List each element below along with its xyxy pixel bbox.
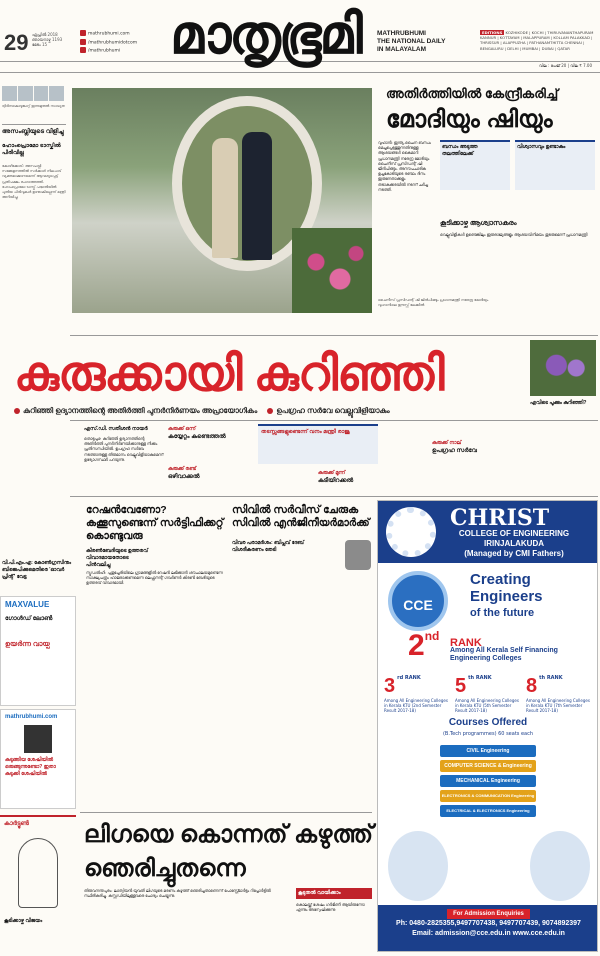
course-item: CIVIL Engineering (440, 745, 536, 757)
brief-headline: വി.പി.എം.എ: കോൺഗ്രസിനും ബിജെപിക്കുമെതിരെ 'ഓവർ പ്രിന്റ്' വേട്ട (2, 560, 72, 580)
qr-code-icon (24, 725, 52, 753)
campus-illustration (388, 831, 448, 901)
civil-subhead: വിവര പരാമർശം: ബിപ്ലവ് ദേബ് വിശദീകരണം തേടി (232, 540, 304, 553)
divider (70, 335, 598, 336)
ration-headline: റേഷൻവേണോ? കക്കൂസുണ്ടെന്ന് സർട്ടിഫിക്കറ്റ് കൊണ്ടുവരു (86, 504, 224, 542)
lead-photo (72, 88, 372, 313)
kurukk-headline: ഉപഗ്രഹ സർവേ (432, 448, 477, 454)
photo-caption: ചൈനീസ് പ്രസിഡന്റ് ഷി ജിൻപിങ്ങും പ്രധാനമന്ത്രി നരേന്ദ്ര മോദിയും വുഹാനിലെ ഈസ്റ്റ് ലേക്കിൽ (378, 298, 489, 308)
facebook-icon (80, 39, 86, 45)
kurukk-label: കുരുക്ക് ഒന്ന് (168, 426, 196, 432)
rank-text: RANK Among All Kerala Self Financing Engineering Colleges (450, 637, 558, 662)
civil-service-headline: സിവിൽ സർവീസ് ചേരുക സിവിൽ എൻജിനീയർമാർക്ക് (232, 504, 370, 529)
brief-body: കോഴിക്കോട്: അസംബ്ലി സമ്മേളനത്തിൽ സർക്കാർ നിലപാട് വ്യക്തമാക്കണമെന്ന് ആവശ്യപ്പെട്ട് പ്രതിപക്ഷം രംഗത്തെത്തി. ഹോംപ്രൊമോ ടാസ്ക് പദ്ധതിയിൽ പുതിയ പിരിവുകൾ ഉണ്ടാകില്ലെന്ന് മന്ത്രി അറിയിച്ചു. (2, 164, 66, 200)
campus-illustration (530, 831, 590, 901)
brief-subhead: ഹോംപ്രൊമോ ടാസ്കിൽ പിരിവില്ല (2, 143, 61, 156)
rank-item: 3 rd RANK Among All Engineering Colleges in Kerala KTU (2nd Semester Result 2017-18) (384, 675, 448, 713)
editions-tag: EDITIONS (482, 30, 503, 35)
divider (80, 812, 372, 813)
kurinji-body: തൊടുപുഴ: കുറിഞ്ഞി ഉദ്യാനത്തിന്റെ അതിർത്തി പുനർനിർണയിക്കാനുള്ള നീക്കം പ്രതിസന്ധിയിൽ. ഉപഗ്രഹ സർവേ നടത്താനുള്ള തീരുമാനം വെല്ലുവിളിയാകുമെന്ന് ഉദ്യോഗസ്ഥർ പറയുന്നു. (84, 436, 164, 462)
kurinji-subline: കുറിഞ്ഞി ഉദ്യാനത്തിന്റെ അതിർത്തി പുനർനിർണയം അപ്രായോഗികം ഉപഗ്രഹ സർവേ വെല്ലുവിളിയാകും (14, 406, 390, 416)
side-box: വിശ്വാസവും ഉണ്ടാകും (515, 140, 595, 190)
course-item: MECHANICAL Engineering (440, 775, 536, 787)
gear-logo-icon (386, 507, 436, 557)
admission-enquiry: For Admission Enquiries Ph: 0480-2825355,9497707438, 9497707439, 9074892397 Email: admission@cce.edu.in www.cce.edu.in (378, 905, 598, 952)
person-figure (242, 132, 272, 260)
kurinji-photo-caption: എവിടെ പൂക്കും കുറിഞ്ഞി? (530, 400, 587, 406)
kurinji-photo (530, 340, 596, 396)
portrait-photo (345, 540, 371, 570)
course-item: ELECTRICAL & ELECTRONICS Engineering (440, 805, 536, 817)
flower-bed (292, 228, 372, 313)
kurukk-headline: ഒഴിവാക്കൽ (168, 474, 200, 480)
lead-body: വുഹാൻ: ഇന്ത്യ-ചൈന ബന്ധം മെച്ചപ്പെടുത്തുന്നതിനുള്ള ആശയങ്ങൾ കൈമാറി പ്രധാനമന്ത്രി നരേന്ദ്ര മോദിയും ചൈനീസ് പ്രസിഡന്റ് ഷി ജിൻപിങ്ങും. അനൗപചാരിക ഉച്ചകോടിയുടെ രണ്ടാം ദിനം ഇരുനേതാക്കളും തടാകക്കരയിൽ നടന്ന് ചർച്ച നടത്തി. (378, 140, 431, 192)
quote-box: തടസ്സങ്ങളുണ്ടെന്ന് വനം മന്ത്രി രാജു (258, 424, 378, 464)
courses-subtitle: (B.Tech programmes) 60 seats each (442, 731, 534, 737)
date-number: 29 (4, 30, 29, 55)
globe-icon (80, 30, 86, 36)
lead-headline: മോദിയും ഷിയും (386, 106, 553, 133)
twitter-icon (80, 47, 86, 53)
maxvalue-ad[interactable]: MAXVALUE ഗോൾഡ് ലോൺ ഉയർന്ന വായ്പ (0, 596, 76, 706)
facebook-link[interactable]: /mathrubhumidotcom (80, 39, 137, 48)
courses-title: Courses Offered (448, 717, 528, 728)
kurukk-headline: കയ്യേറ്റം കണ്ടെത്തൽ (168, 434, 226, 440)
college-subtitle: COLLEGE OF ENGINEERING IRINJALAKUDA (Managed by CMI Fathers) (458, 529, 570, 558)
cartoon-figure (18, 838, 58, 908)
college-name: CHRIST (450, 505, 550, 531)
date-meta: ഏപ്രിൽ 2018 ഞായറാഴ്ച 1193 മേടം 15 (32, 32, 63, 47)
kurinji-byline: എസ്.ഡി. സതീശൻ നായർ (84, 426, 148, 432)
price-strip: വില : പേജ് 20 | വില ₹ 7.00 (538, 63, 592, 68)
bullet-icon (14, 408, 20, 414)
weather-text: ദ്വിദിനകൊടുങ്കാറ്റ് ഇന്നുമുതൽ സാധ്യത (2, 104, 65, 108)
bullet-icon (267, 408, 273, 414)
newspaper-logo: മാതൃഭൂമി (170, 2, 361, 66)
read-more-label[interactable]: കൂടുതൽ വായിക്കാം (296, 888, 372, 899)
liga-headline: ലിഗയെ കൊന്നത് കഴുത്ത് ഞെരിച്ചുതന്നെ (84, 821, 374, 882)
course-item: ELECTRONICS & COMMUNICATION Engineering (440, 790, 536, 802)
side-body: വെല്ലുവിളികൾ ഉണ്ടെങ്കിലും ഇരുരാജ്യങ്ങളും ആശയവിനിമയം തുടരുമെന്ന് പ്രധാനമന്ത്രി (440, 232, 588, 237)
divider (2, 124, 66, 125)
cartoon-box: കാർട്ടൂൺ കൂടിക്കാഴ്ച വിജയം (0, 815, 76, 956)
weather-strip (2, 86, 64, 101)
liga-side-text: കൊലയ്ക്ക് ശേഷം ഗർഭിണി ആയിരുന്നോ എന്നും അന്വേഷിക്കുന്നു (296, 902, 365, 913)
christ-college-ad[interactable] (377, 500, 598, 952)
rank-number: 2nd (408, 629, 440, 662)
ad-slogan: Creating Engineers of the future (470, 571, 543, 619)
side-box: ബന്ധം അടുത്ത തലത്തിലേക്ക് (440, 140, 510, 190)
kurukk-label: കുരുക്ക് മൂന്ന് (318, 470, 346, 476)
kurukk-label: കുരുക്ക് രണ്ട് (168, 466, 197, 472)
social-links (80, 30, 137, 56)
ration-subhead: കിരൺബേദിയുടെ ഉത്തരവ് വിവാദമായതോടെ പിൻവലിച്ചു (86, 548, 148, 568)
tagline: MATHRUBHUMI THE NATIONAL DAILY IN MALAYALAM (377, 30, 446, 53)
kurukk-label: കുരുക്ക് നാല് (432, 440, 462, 446)
mathrubhumi-ad[interactable]: mathrubhumi.com കുടുങ്ങിയ ശേഷിയിൽ ഒരുങ്ങുന്നുണ്ടോ? ഇതാ കുടുക്കി ശേഷിയിൽ (0, 709, 76, 809)
editions-list: EDITIONS KOZHIKODE | KOCHI | THIRUVANANTHAPURAM KANNUR | KOTTAYAM | MALAPPURAM | KOLLAM PALAKKAD | THRISSUR | ALAPPUZHA | PATHANAMTHITTA CHENNAI | BENGALURU | DELHI | MUMBAI | DUBAI | QATAR (480, 30, 594, 51)
rank-item: 8 th RANK Among All Engineering Colleges in Kerala KTU (7th Semester Result 2017-18) (526, 675, 590, 713)
divider (0, 72, 600, 73)
website-link[interactable]: mathrubhumi.com (80, 30, 137, 39)
lead-kicker: അതിർത്തിയിൽ കേന്ദ്രീകരിച്ച് (386, 86, 559, 101)
person-figure (212, 138, 238, 258)
kurukk-headline: കുടിയിറക്കൽ (318, 478, 354, 484)
twitter-link[interactable]: /mathrubhumi (80, 47, 137, 56)
cce-badge: CCE (388, 571, 448, 631)
course-item: COMPUTER SCIENCE & Engineering (440, 760, 536, 772)
kurinji-headline: കുരുക്കായി കുറിഞ്ഞി (14, 348, 444, 401)
divider (70, 496, 598, 497)
rank-item: 5 th RANK Among All Engineering Colleges in Kerala KTU (5th Semester Result 2017-18) (455, 675, 519, 713)
divider (70, 420, 598, 421)
liga-body: തിരുവനന്തപുരം: ലാത്വിയൻ യുവതി ലിഗയുടെ മരണം കഴുത്ത് ഞെരിച്ചതാണെന്ന് പോസ്റ്റ്മോർട്ടം റിപ്പോർട്ടിൽ സ്ഥിരീകരിച്ചു. കസ്റ്റഡിയിലുള്ളവരെ ചോദ്യം ചെയ്യുന്നു. (84, 888, 271, 899)
ration-body: ന്യൂഡൽഹി: പുതുച്ചേരിയിലെ ഗ്രാമങ്ങളിൽ റേഷൻ ലഭിക്കാൻ ശൗചാലയമുണ്ടെന്ന സാക്ഷ്യപത്രം ഹാജരാക്കണമെന്ന ലെഫ്റ്റനന്റ് ഗവർണർ കിരൺ ബേദിയുടെ ഉത്തരവ് വിവാദമായി. (86, 570, 223, 586)
rank-row (384, 675, 594, 713)
brief-headline: അസംബ്ലിയുടെ വിളിച്ചു (2, 128, 64, 135)
side-headline: കൂടിക്കാഴ്ച ആശ്വാസകരം (440, 220, 517, 227)
